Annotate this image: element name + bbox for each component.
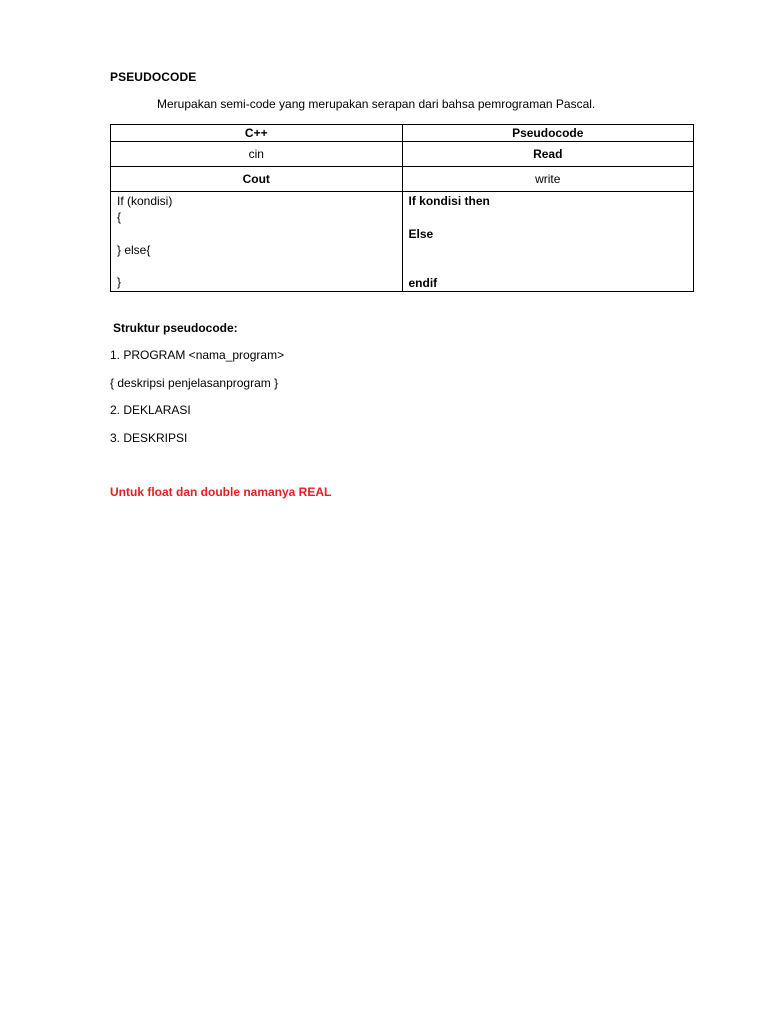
document-title: PSEUDOCODE xyxy=(110,70,197,84)
table-cell-pseudocode: write xyxy=(402,167,694,192)
table-row-if-block xyxy=(111,192,694,292)
code-line: } else{ xyxy=(117,243,151,257)
code-line: { xyxy=(117,210,122,224)
structure-item: 2. DEKLARASI xyxy=(110,403,191,417)
table-cell-cpp: cin xyxy=(111,142,403,167)
table-cell-pseudocode: Read xyxy=(402,142,694,167)
table-cell-pseudocode-if xyxy=(402,192,694,292)
table-row xyxy=(111,167,694,192)
code-line: endif xyxy=(408,276,438,290)
code-line: If kondisi then xyxy=(408,194,490,208)
table-header-pseudocode: Pseudocode xyxy=(402,125,694,142)
table-cell-cpp: Cout xyxy=(111,167,403,192)
code-line: If (kondisi) xyxy=(117,194,173,208)
structure-item: 3. DESKRIPSI xyxy=(110,431,188,445)
table-cell-cpp-if xyxy=(111,192,403,292)
structure-item: { deskripsi penjelasanprogram } xyxy=(110,376,279,390)
table-header-cpp: C++ xyxy=(111,125,403,142)
real-type-note: Untuk float dan double namanya REAL xyxy=(110,485,332,499)
comparison-table xyxy=(110,124,694,292)
table-header-row xyxy=(111,125,694,142)
structure-item: 1. PROGRAM <nama_program> xyxy=(110,348,285,362)
table-row xyxy=(111,142,694,167)
code-line: } xyxy=(117,275,122,289)
intro-paragraph: Merupakan semi-code yang merupakan serapan dari bahsa pemrograman Pascal. xyxy=(157,97,596,111)
structure-title: Struktur pseudocode: xyxy=(113,321,238,335)
code-line: Else xyxy=(408,227,434,241)
